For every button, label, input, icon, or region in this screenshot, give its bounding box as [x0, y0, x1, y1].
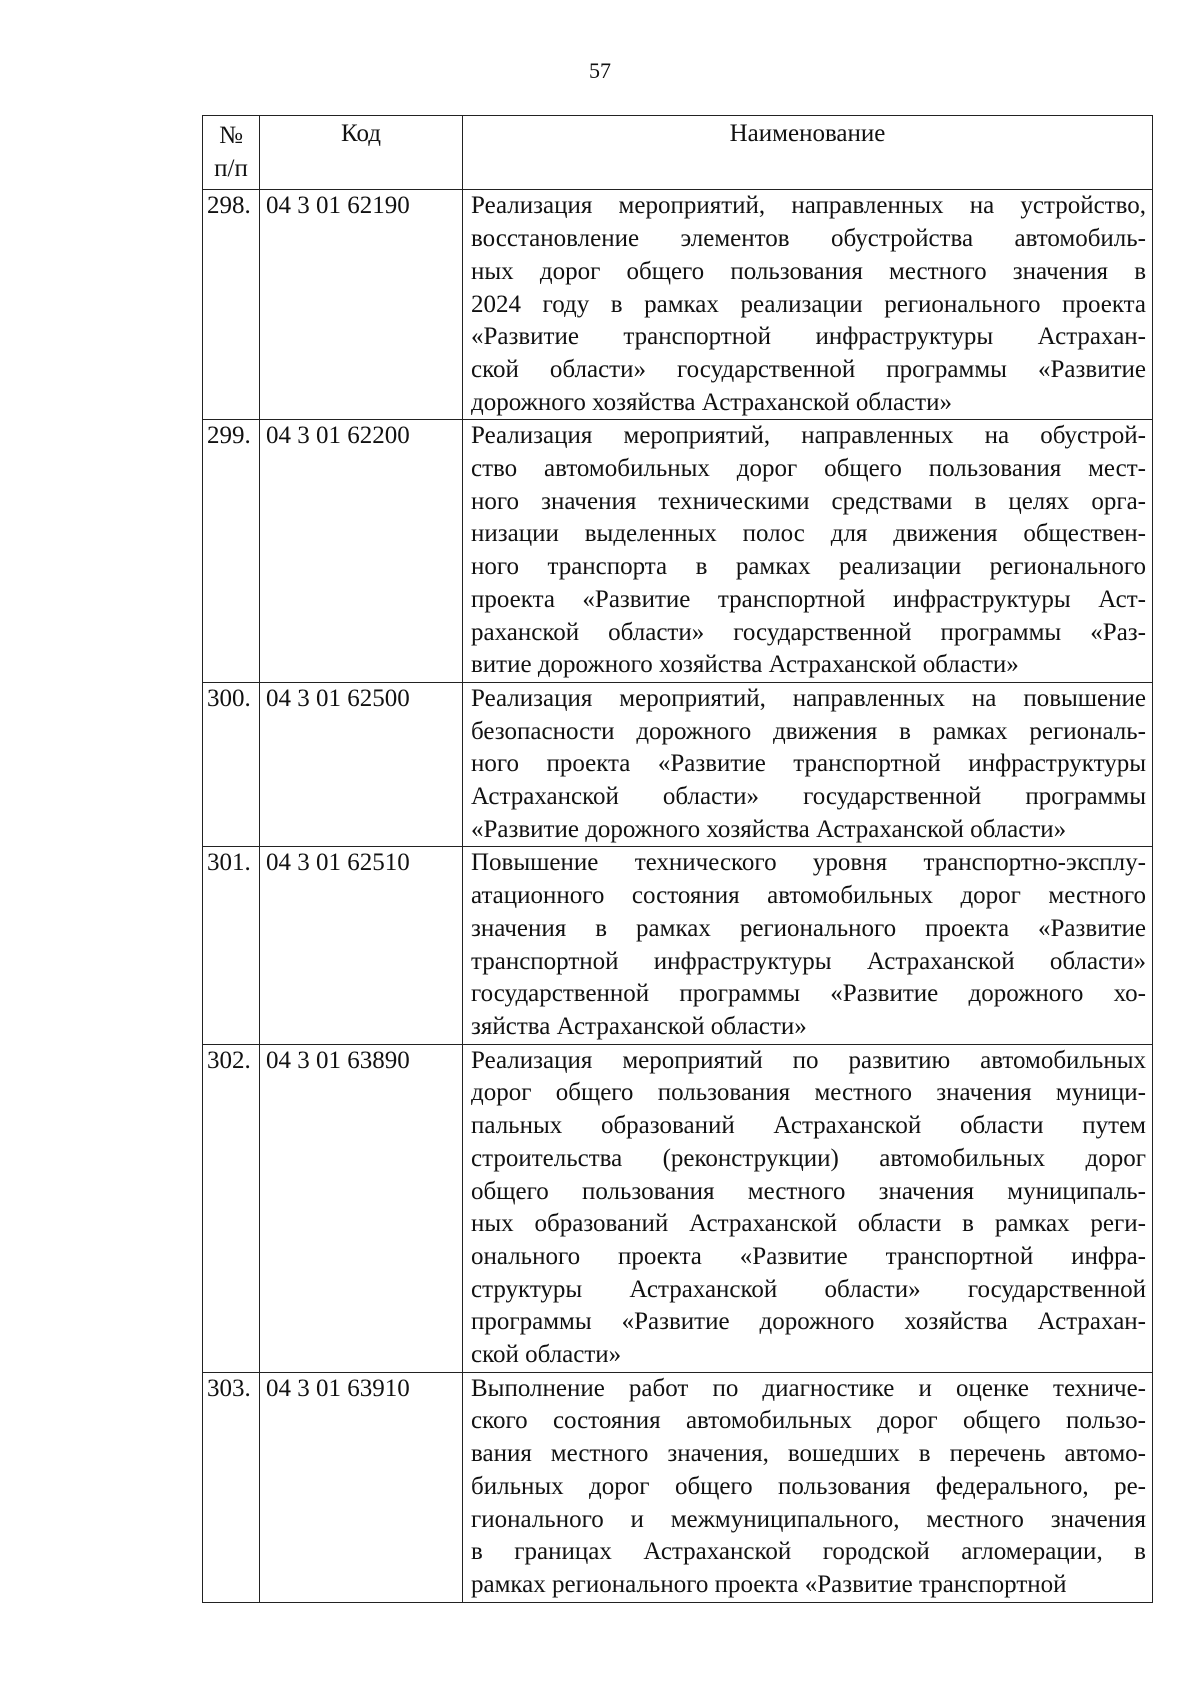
row-name-line: зяйства Астраханской области» — [471, 1012, 807, 1040]
row-number: 300. — [203, 682, 260, 847]
row-name-line: Реализация мероприятий по развитию автомобильных — [471, 1046, 1146, 1074]
row-name-line: 2024 году в рамках реализации регионального проекта — [471, 290, 1146, 318]
row-name — [463, 1044, 1153, 1372]
row-name-line: дорожного хозяйства Астраханской области» — [471, 388, 952, 416]
row-name-line: безопасности дорожного движения в рамках региональ- — [471, 717, 1146, 745]
table-row — [203, 420, 1153, 683]
budget-code-table — [202, 115, 1153, 1603]
row-name-line: структуры Астраханской области» государственной — [471, 1275, 1146, 1303]
row-name-line: ство автомобильных дорог общего пользования мест- — [471, 455, 1146, 483]
row-number: 299. — [203, 420, 260, 683]
table-row — [203, 682, 1153, 847]
row-name-line: общего пользования местного значения муниципаль- — [471, 1177, 1146, 1205]
table-row — [203, 847, 1153, 1044]
row-number: 301. — [203, 847, 260, 1044]
row-name — [463, 420, 1153, 683]
row-name-line: Астраханской области» государственной программы — [471, 783, 1146, 811]
table-row — [203, 1044, 1153, 1372]
table-row — [203, 190, 1153, 420]
row-name-line: «Развитие транспортной инфраструктуры Астрахан- — [471, 323, 1146, 351]
row-name — [463, 190, 1153, 420]
row-name-line: ской области» — [471, 1341, 622, 1369]
row-name-line: бильных дорог общего пользования федерального, ре- — [471, 1472, 1146, 1500]
row-name-line: «Развитие дорожного хозяйства Астраханской области» — [471, 815, 1067, 843]
row-name — [463, 682, 1153, 847]
row-name-line: пальных образований Астраханской области путем — [471, 1112, 1146, 1140]
row-name-line: Повышение технического уровня транспортно-эксплу- — [471, 849, 1146, 877]
row-name — [463, 1372, 1153, 1602]
row-name-line: ных дорог общего пользования местного значения в — [471, 257, 1146, 285]
header-code: Код — [260, 116, 463, 190]
row-name-line: Реализация мероприятий, направленных на обустрой- — [471, 422, 1146, 450]
row-name — [463, 847, 1153, 1044]
row-name-line: раханской области» государственной программы «Раз- — [471, 618, 1146, 646]
row-name-line: рамках регионального проекта «Развитие транспортной — [471, 1570, 1067, 1598]
row-code: 04 3 01 62190 — [260, 190, 463, 420]
row-code: 04 3 01 63910 — [260, 1372, 463, 1602]
row-code: 04 3 01 62500 — [260, 682, 463, 847]
row-name-line: витие дорожного хозяйства Астраханской области» — [471, 651, 1019, 679]
header-name: Наименование — [463, 116, 1153, 190]
table-header-row — [203, 116, 1153, 190]
row-code: 04 3 01 62200 — [260, 420, 463, 683]
row-name-line: Реализация мероприятий, направленных на повышение — [471, 684, 1146, 712]
row-name-line: программы «Развитие дорожного хозяйства Астрахан- — [471, 1308, 1146, 1336]
header-number — [203, 116, 260, 190]
row-name-line: строительства (реконструкции) автомобильных дорог — [471, 1144, 1146, 1172]
page-number: 57 — [589, 58, 611, 83]
header-number-pp: п/п — [214, 154, 248, 182]
table-row — [203, 1372, 1153, 1602]
row-number: 302. — [203, 1044, 260, 1372]
row-name-line: восстановление элементов обустройства автомобиль- — [471, 225, 1146, 253]
row-name-line: дорог общего пользования местного значения муници- — [471, 1079, 1146, 1107]
row-name-line: ской области» государственной программы «Развитие — [471, 355, 1146, 383]
row-name-line: Выполнение работ по диагностике и оценке техниче- — [471, 1374, 1146, 1402]
row-name-line: гионального и межмуниципального, местного значения — [471, 1505, 1146, 1533]
row-code: 04 3 01 63890 — [260, 1044, 463, 1372]
row-name-line: ского состояния автомобильных дорог общего пользо- — [471, 1407, 1146, 1435]
row-name-line: ного значения техническими средствами в целях орга- — [471, 487, 1146, 515]
row-name-line: ного проекта «Развитие транспортной инфраструктуры — [471, 750, 1146, 778]
row-number: 303. — [203, 1372, 260, 1602]
row-name-line: ного транспорта в рамках реализации регионального — [471, 553, 1146, 581]
row-name-line: транспортной инфраструктуры Астраханской области» — [471, 947, 1146, 975]
row-name-line: низации выделенных полос для движения обществен- — [471, 520, 1146, 548]
row-name-line: в границах Астраханской городской агломерации, в — [471, 1538, 1146, 1566]
table-body — [203, 190, 1153, 1602]
row-code: 04 3 01 62510 — [260, 847, 463, 1044]
row-name-line: ных образований Астраханской области в рамках реги- — [471, 1210, 1146, 1238]
row-name-line: значения в рамках регионального проекта «Развитие — [471, 914, 1146, 942]
row-name-line: атационного состояния автомобильных дорог местного — [471, 882, 1146, 910]
row-name-line: вания местного значения, вошедших в перечень автомо- — [471, 1440, 1146, 1468]
row-number: 298. — [203, 190, 260, 420]
row-name-line: проекта «Развитие транспортной инфраструктуры Аст- — [471, 585, 1146, 613]
row-name-line: Реализация мероприятий, направленных на устройство, — [471, 192, 1146, 220]
row-name-line: государственной программы «Развитие дорожного хо- — [471, 980, 1146, 1008]
row-name-line: онального проекта «Развитие транспортной инфра- — [471, 1242, 1146, 1270]
header-number-sign: № — [219, 122, 243, 149]
